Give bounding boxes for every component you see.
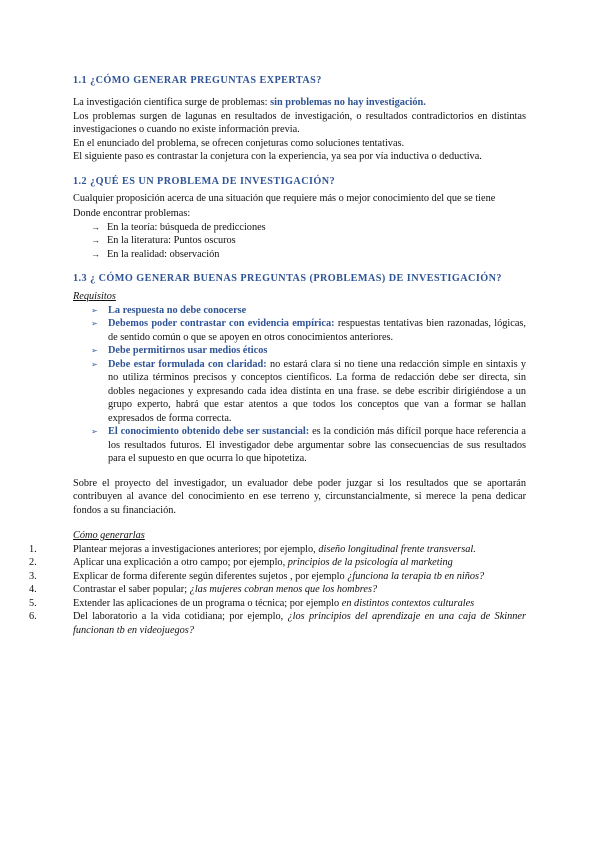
section-1-heading: 1.1 ¿CÓMO GENERAR PREGUNTAS EXPERTAS?: [73, 75, 322, 86]
list-item: ➢ El conocimiento obtenido debe ser sustancial: es la condición más difícil porque hace referencia a los resultados futuros. El investigador debe argumentar sobre las consecuencias de sus resultados para el supuesto en que ocurra lo que hipotetiza.: [91, 426, 526, 464]
document-body: [29, 74, 527, 637]
problem-sources-list: [73, 221, 526, 262]
evaluator-paragraph: Sobre el proyecto del investigador, un evaluador debe poder juzgar si los resultados que se aportarán contribuyen al avance del conocimiento en ese terreno y, circunstancialmente, si merece la pena dedicar fondos a su financiación.: [73, 477, 526, 516]
requirements-list: [73, 304, 526, 466]
highlight-no-problems: sin problemas no hay investigación.: [270, 97, 426, 108]
section-1-paragraph-2: Los problemas surgen de lagunas en resultados de investigación, o resultados contradictorios en distintas investigaciones o cuando no existe información previa.: [73, 110, 526, 135]
list-item: 6. Del laboratorio a la vida cotidiana; por ejemplo, ¿los principios del aprendizaje en una caja de Skinner funcionan tb en videojuegos?: [29, 611, 526, 636]
arrowhead-bullet-icon: ➢: [91, 305, 98, 315]
section-3-heading: 1.3 ¿ CÓMO GENERAR BUENAS PREGUNTAS (PROBLEMAS) DE INVESTIGACIÓN?: [73, 273, 502, 284]
list-item: ➢ Debe permitirnos usar medios éticos: [91, 345, 268, 356]
como-generarlas-label: Cómo generarlas: [73, 530, 145, 541]
list-item: → En la literatura: Puntos oscuros: [91, 234, 526, 248]
section-2-paragraph-1: Cualquier proposición acerca de una situación que requiere más o mejor conocimiento del que se tiene: [73, 192, 496, 204]
generation-methods-list: [29, 543, 526, 638]
section-1-paragraph-3: En el enunciado del problema, se ofrecen conjeturas como soluciones tentativas.: [73, 137, 405, 149]
section-1-paragraph-1: La investigación científica surge de problemas: sin problemas no hay investigación.: [73, 97, 426, 108]
list-item: → En la realidad: observación: [91, 248, 526, 262]
list-item: ➢ Debe estar formulada con claridad: no estará clara si no tiene una redacción simple en sintaxis y no utiliza términos precisos y conceptos científicos. La forma de redacción debe ser directa, sin dobles negaciones y expresando cada idea distinta en una frase. se debe escribir dirigiéndose a un grupo experto, habrá que estar atentos a que todos los conceptos que van a formar se hallan expresados de forma correcta.: [91, 358, 526, 424]
list-item: 2. Aplicar una explicación a otro campo; por ejemplo, principios de la psicología al marketing: [29, 557, 453, 568]
list-item: 5. Extender las aplicaciones de un programa o técnica; por ejemplo en distintos contextos culturales: [29, 597, 475, 609]
list-item: 4. Contrastar el saber popular; ¿las mujeres cobran menos que los hombres?: [29, 584, 378, 595]
list-item: ➢ Debemos poder contrastar con evidencia empírica: respuestas tentativas bien razonadas, lógicas, de sentido común o que se apoyen en otros conocimientos anteriores.: [91, 318, 527, 343]
list-item: → En la teoría: búsqueda de predicciones: [91, 221, 526, 235]
arrowhead-bullet-icon: ➢: [91, 319, 98, 328]
list-item: 3. Explicar de forma diferente según diferentes sujetos , por ejemplo ¿funciona la terapia tb en niños?: [29, 570, 485, 582]
list-item: 1. Plantear mejoras a investigaciones anteriores; por ejemplo, diseño longitudinal frente transversal.: [29, 543, 476, 555]
requisitos-label: Requisitos: [73, 291, 116, 302]
section-2-heading: 1.2 ¿QUÉ ES UN PROBLEMA DE INVESTIGACIÓN?: [73, 175, 336, 187]
arrowhead-bullet-icon: ➢: [91, 359, 98, 369]
arrowhead-bullet-icon: ➢: [91, 346, 98, 355]
arrowhead-bullet-icon: ➢: [91, 427, 98, 436]
section-1-paragraph-4: El siguiente paso es contrastar la conjetura con la experiencia, ya sea por vía inductiva o deductiva.: [73, 151, 482, 162]
list-item: ➢ La respuesta no debe conocerse: [91, 304, 247, 316]
section-2-paragraph-2: Donde encontrar problemas:: [73, 208, 191, 219]
